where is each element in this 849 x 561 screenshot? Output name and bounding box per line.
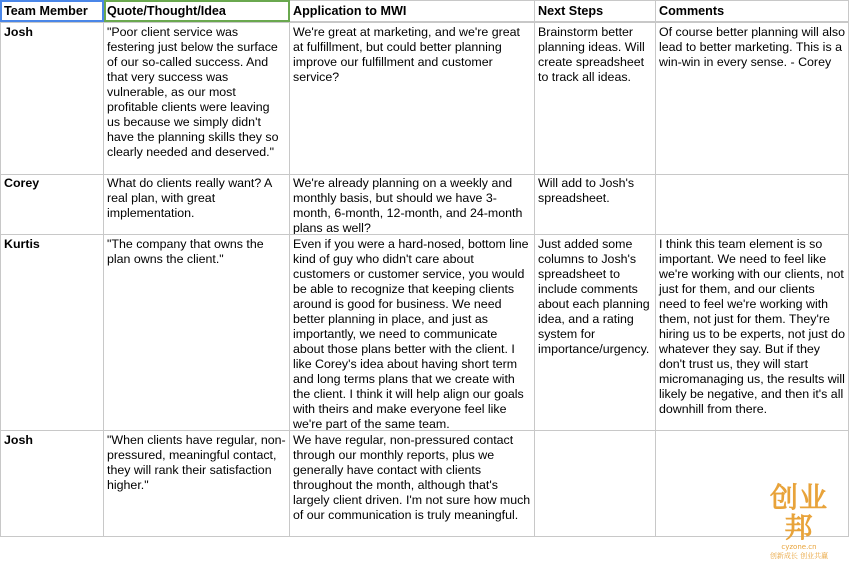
cell-team-member[interactable]: Josh (0, 23, 104, 175)
cell-team-member[interactable]: Kurtis (0, 235, 104, 431)
cell-application[interactable]: We have regular, non-pressured contact through our monthly reports, plus we generally have contact with clients throughout the month, although that's largely client driven. I'm not sure how much of our communication is truly meaningful. (290, 431, 535, 537)
watermark-logo-domain: cyzone.cn (781, 543, 817, 551)
watermark-logo-mark: 创业邦 (769, 481, 828, 544)
watermark-logo (757, 481, 841, 560)
cell-quote[interactable]: "Poor client service was festering just below the surface of our so-called success. And that very success was vulnerable, as our most profitable clients were leaving us because we simply didn't have the planning skills they so clearly needed and deserved." (104, 23, 290, 175)
header-next-steps[interactable]: Next Steps (535, 0, 656, 22)
table-row (0, 22, 849, 175)
header-row (0, 0, 849, 22)
cell-quote[interactable]: "When clients have regular, non-pressured, meaningful contact, they will rank their satisfaction higher." (104, 431, 290, 537)
header-team-member[interactable]: Team Member (0, 0, 104, 22)
cell-next-steps[interactable]: Just added some columns to Josh's spreadsheet to include comments about each planning idea, and a rating system for importance/urgency. (535, 235, 656, 431)
cell-quote[interactable]: What do clients really want? A real plan, with great implementation. (104, 174, 290, 235)
watermark-logo-tagline: 创新成长 创业共赢 (769, 552, 829, 560)
header-comments[interactable]: Comments (656, 0, 849, 22)
cell-comments[interactable]: Of course better planning will also lead to better marketing. This is a win-win in every sense. - Corey (656, 23, 849, 175)
cell-quote[interactable]: "The company that owns the plan owns the client." (104, 235, 290, 431)
header-quote[interactable]: Quote/Thought/Idea (104, 0, 290, 22)
cell-next-steps[interactable] (535, 431, 656, 537)
cell-application[interactable]: We're already planning on a weekly and monthly basis, but should we have 3-month, 6-month, 12-month, and 24-month plans as well? (290, 174, 535, 235)
cell-next-steps[interactable]: Brainstorm better planning ideas. Will create spreadsheet to track all ideas. (535, 23, 656, 175)
cell-team-member[interactable]: Corey (0, 174, 104, 235)
table-row (0, 235, 849, 431)
header-application[interactable]: Application to MWI (290, 0, 535, 22)
cell-next-steps[interactable]: Will add to Josh's spreadsheet. (535, 174, 656, 235)
cell-application[interactable]: We're great at marketing, and we're great at fulfillment, but could better planning improve our fulfillment and customer service? (290, 23, 535, 175)
cell-application[interactable]: Even if you were a hard-nosed, bottom line kind of guy who didn't care about customers or customer service, you would be able to recognize that keeping clients around is good for business. We need better planning in place, and just as importantly, we need to communicate about those plans better with the client. I like Corey's idea about having short term and long terms plans that we create with the client. I think it will help align our goals with theirs and make everyone feel like we're part of the same team. (290, 235, 535, 431)
cell-comments[interactable]: I think this team element is so important. We need to feel like we're working with our clients, not just for them, and our clients need to feel we're working with them, not just for them. They're hiring us to be experts, not just do whatever they say. But if they don't trust us, they will start micromanaging us, the results will likely be negative, and then it's all downhill from there. (656, 235, 849, 431)
table-row (0, 174, 849, 235)
cell-team-member[interactable]: Josh (0, 431, 104, 537)
cell-comments[interactable] (656, 174, 849, 235)
table-row (0, 431, 849, 537)
